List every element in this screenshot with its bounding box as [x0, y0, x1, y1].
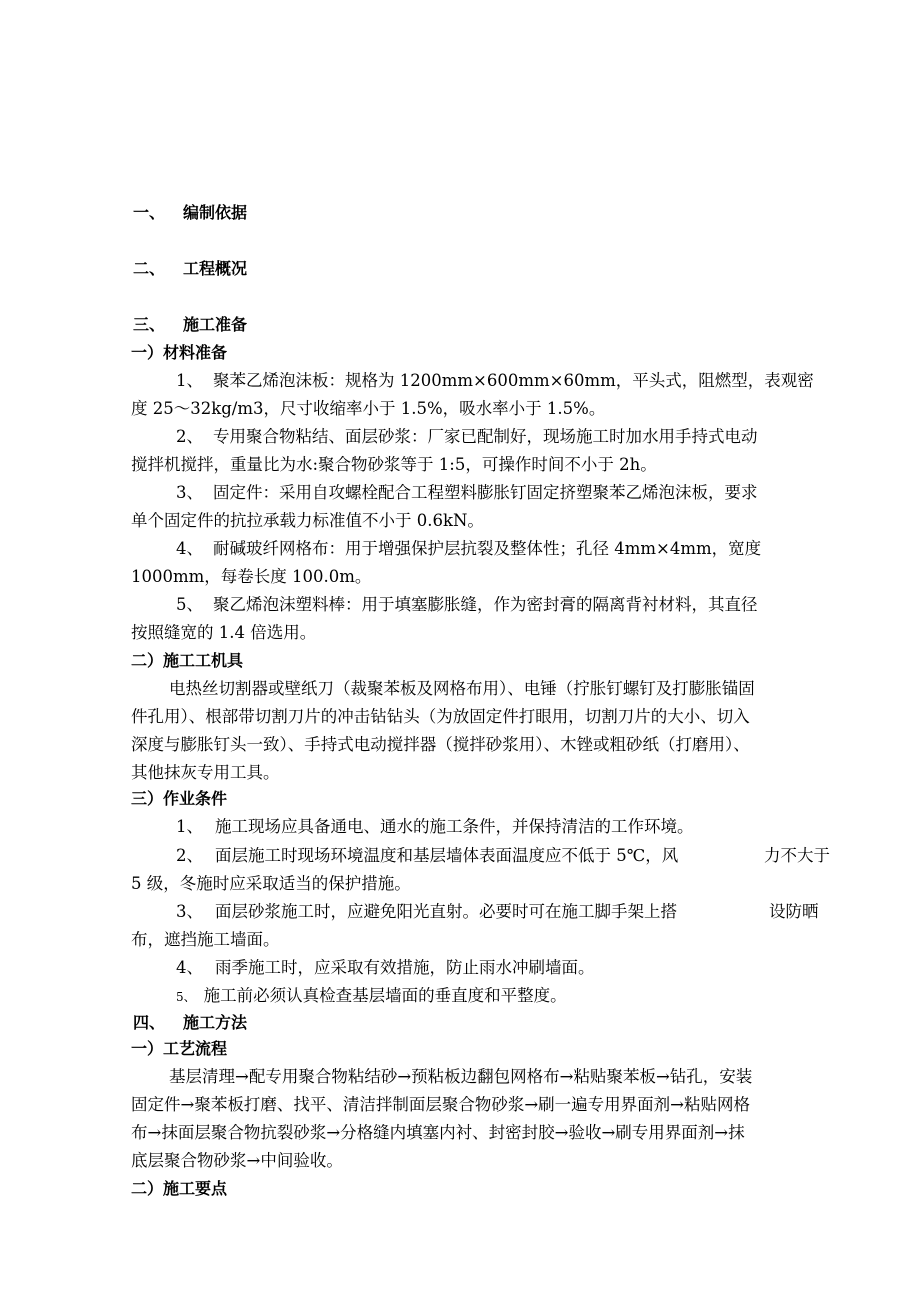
section-number: 二、: [133, 259, 166, 278]
item-text: 聚乙烯泡沫塑料棒：用于填塞膨胀缝，作为密封膏的隔离背衬材料，其直径: [213, 595, 758, 614]
section-heading-3: [133, 314, 247, 336]
material-item-4-line1: [176, 538, 761, 560]
material-item-3-line2: 单个固定件的抗拉承载力标准值不小于 0.6kN。: [131, 511, 484, 530]
tools-line-4: 其他抹灰专用工具。: [131, 763, 280, 782]
item-number: 4、: [176, 958, 203, 977]
subheading-tools: 二）施工工机具: [131, 651, 244, 670]
material-item-1-line1: [176, 370, 814, 392]
item-text: 固定件：采用自攻螺栓配合工程塑料膨胀钉固定挤塑聚苯乙烯泡沫板，要求: [213, 483, 758, 502]
tools-line-3: 深度与膨胀钉头一致）、手持式电动搅拌器（搅拌砂浆用）、木锉或粗砂纸（打磨用）、: [131, 735, 750, 754]
section-title: 编制依据: [183, 203, 248, 222]
condition-item-2-line1: [176, 845, 678, 867]
material-item-1-line2: 度 25～32kg/m3，尺寸收缩率小于 1.5%，吸水率小于 1.5%。: [131, 399, 606, 418]
item-number: 5、: [176, 990, 196, 1004]
tools-line-2: 件孔用）、根部带切割刀片的冲击钻钻头（为放固定件打眼用，切割刀片的大小、切入: [131, 707, 750, 726]
section-number: 三、: [133, 315, 166, 334]
subheading-process: 一）工艺流程: [131, 1039, 228, 1058]
process-line-3: 布→抹面层聚合物抗裂砂浆→分格缝内填塞内衬、封密封胶→验收→刷专用界面剂→抹: [131, 1123, 745, 1142]
item-number: 2、: [176, 846, 203, 865]
process-line-1: 基层清理→配专用聚合物粘结砂→预粘板边翻包网格布→粘贴聚苯板→钻孔，安装: [169, 1067, 753, 1086]
material-item-5-line2: 按照缝宽的 1.4 倍选用。: [131, 623, 317, 642]
section-title: 工程概况: [183, 259, 248, 278]
material-item-4-line2: 1000mm，每卷长度 100.0m。: [131, 567, 372, 586]
condition-item-5: [176, 985, 567, 1008]
subheading-conditions: 三）作业条件: [131, 789, 228, 808]
material-item-2-line2: 搅拌机搅拌，重量比为水:聚合物砂浆等于 1:5，可操作时间不小于 2h。: [131, 455, 657, 474]
section-heading-1: [133, 202, 247, 224]
section-number: 四、: [133, 1013, 166, 1032]
item-text: 专用聚合物粘结、面层砂浆：厂家已配制好，现场施工时加水用手持式电动: [213, 427, 758, 446]
item-text: 面层砂浆施工时，应避免阳光直射。必要时可在施工脚手架上搭: [215, 902, 677, 921]
item-number: 5、: [176, 595, 203, 614]
condition-item-4: [176, 957, 595, 979]
process-line-2: 固定件→聚苯板打磨、找平、清洁拌制面层聚合物砂浆→刷一遍专用界面剂→粘贴网格: [131, 1095, 750, 1114]
item-number: 2、: [176, 427, 203, 446]
condition-item-1: [176, 816, 694, 838]
tools-line-1: 电热丝切割器或壁纸刀（裁聚苯板及网格布用）、电锤（拧胀钉螺钉及打膨胀锚固: [169, 679, 755, 698]
subheading-materials: 一）材料准备: [131, 343, 228, 362]
item-text: 施工前必须认真检查基层墙面的垂直度和平整度。: [203, 986, 567, 1005]
section-title: 施工准备: [183, 315, 248, 334]
material-item-5-line1: [176, 594, 758, 616]
item-text: 面层施工时现场环境温度和基层墙体表面温度应不低于 5℃，风: [215, 846, 679, 865]
condition-item-3-line1-end: 设防晒: [769, 902, 819, 921]
item-number: 3、: [176, 483, 203, 502]
process-line-4: 底层聚合物砂浆→中间验收。: [131, 1151, 343, 1170]
section-number: 一、: [133, 203, 166, 222]
material-item-3-line1: [176, 482, 758, 504]
item-number: 3、: [176, 902, 203, 921]
condition-item-3-line2: 布，遮挡施工墙面。: [131, 930, 280, 949]
item-text: 聚苯乙烯泡沫板：规格为 1200mm×600mm×60mm，平头式，阻燃型，表观密: [213, 371, 814, 390]
item-text: 施工现场应具备通电、通水的施工条件，并保持清洁的工作环境。: [215, 817, 694, 836]
section-heading-4: [133, 1012, 247, 1034]
condition-item-2-line2: 5 级，冬施时应采取适当的保护措施。: [131, 874, 411, 893]
item-text: 耐碱玻纤网格布：用于增强保护层抗裂及整体性；孔径 4mm×4mm，宽度: [213, 539, 762, 558]
item-text: 雨季施工时，应采取有效措施，防止雨水冲刷墙面。: [215, 958, 595, 977]
item-number: 4、: [176, 539, 203, 558]
condition-item-3-line1: [176, 901, 677, 923]
condition-item-2-line1-end: 力不大于: [764, 846, 830, 865]
section-heading-2: [133, 258, 247, 280]
item-number: 1、: [176, 371, 203, 390]
subheading-key-points: 二）施工要点: [131, 1179, 228, 1198]
section-title: 施工方法: [183, 1013, 248, 1032]
item-number: 1、: [176, 817, 203, 836]
material-item-2-line1: [176, 426, 758, 448]
